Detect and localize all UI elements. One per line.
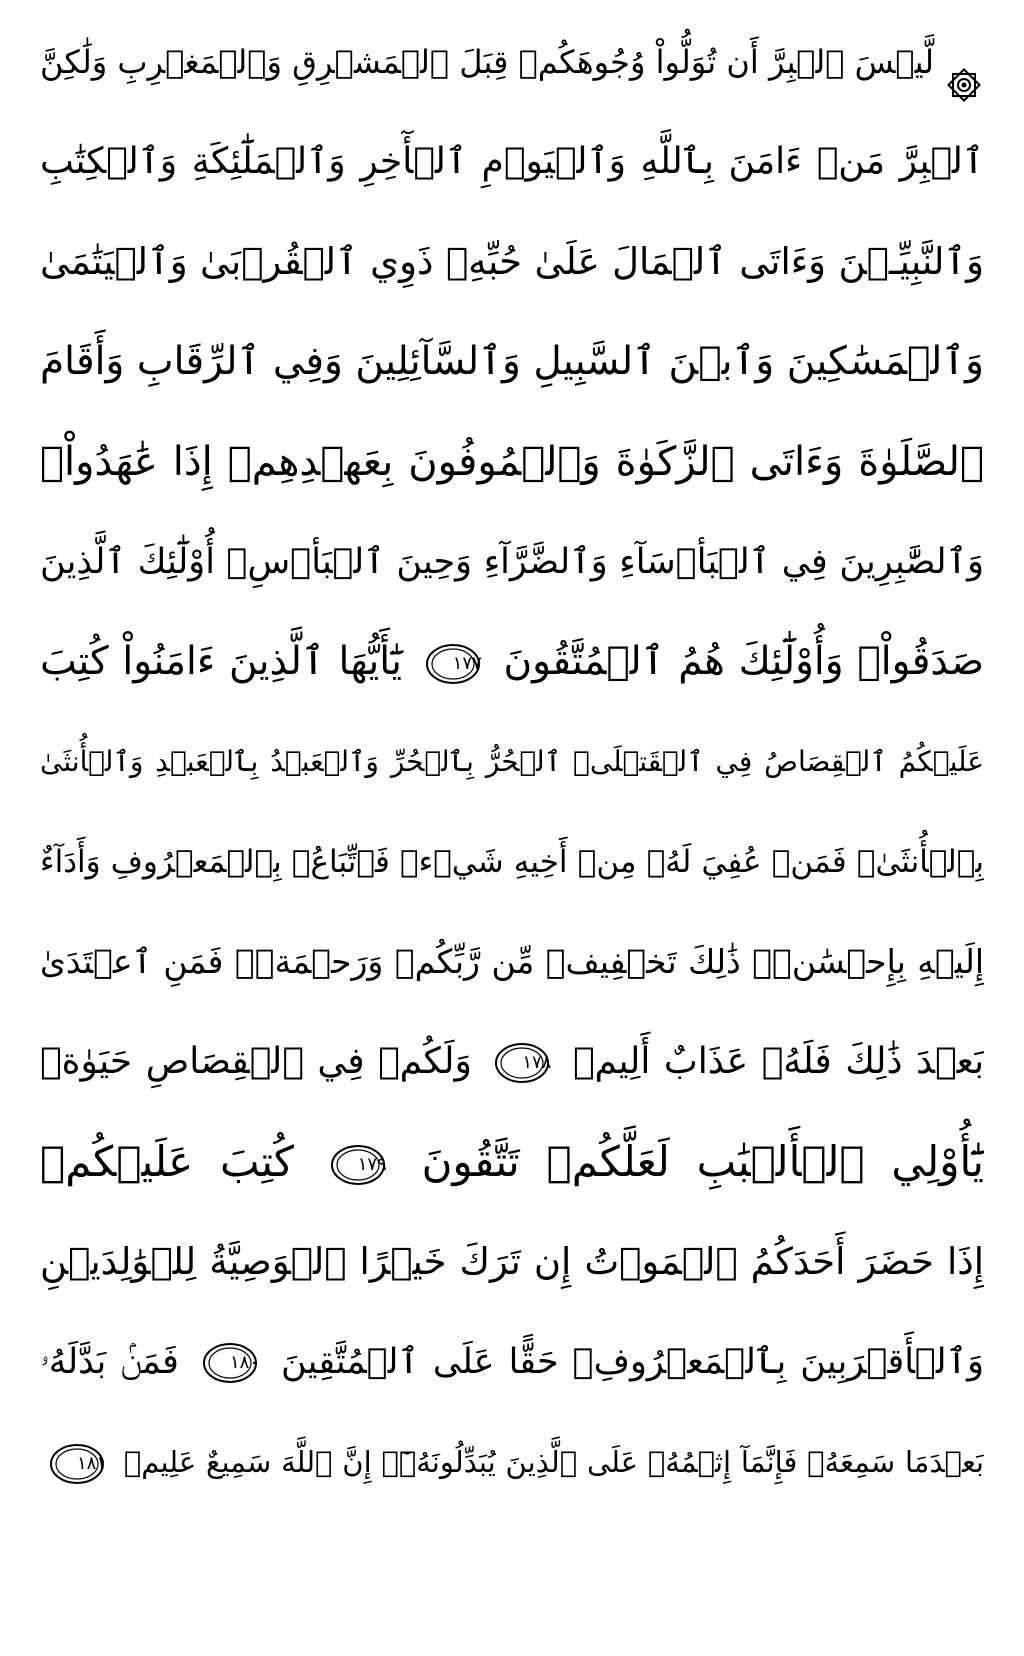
verse-lines [40,12,984,1512]
line-text: وَٱلنَّبِيِّـۧنَ وَءَاتَى ٱلۡمَالَ عَلَىٰ حُبِّهِۦ ذَوِي ٱلۡقُرۡبَىٰ وَٱلۡيَتَٰمَىٰ [40,240,984,283]
text-line-15 [40,1412,984,1512]
line-text: بَعۡدَ ذَٰلِكَ فَلَهُۥ عَذَابٌ أَلِيمٞ [572,1041,984,1082]
verse-end-marker-177 [424,642,482,686]
text-line-10 [40,912,984,1012]
verse-number: ١٨١ [76,1453,106,1474]
line-text: وَٱلصَّٰبِرِينَ فِي ٱلۡبَأۡسَآءِ وَٱلضَّرَّآءِ وَحِينَ ٱلۡبَأۡسِۗ أُوْلَٰٓئِكَ ٱلَّذِينَ [40,542,984,582]
verse-end-marker-178 [493,1041,551,1085]
text-line-13 [40,1212,984,1312]
verse-end-marker-179 [329,1143,387,1187]
text-line-6 [40,512,984,612]
verse-number: ١٨٠ [229,1352,259,1373]
verse-number: ١٧٩ [357,1153,387,1175]
verse-end-marker-180 [201,1341,259,1385]
verse-number: ١٧٧ [452,652,482,674]
verse-number: ١٧٨ [522,1052,552,1073]
rub-el-hizb-icon [944,44,984,84]
text-line-11 [40,1012,984,1112]
text-line-7 [40,612,984,712]
line-text: وَلَكُمۡ فِي ٱلۡقِصَاصِ حَيَوٰةٞ [40,1041,472,1082]
text-line-3 [40,212,984,312]
text-line-1 [40,12,984,112]
line-text: وَٱلۡمَسَٰكِينَ وَٱبۡنَ ٱلسَّبِيلِ وَٱلسَّآئِلِينَ وَفِي ٱلرِّقَابِ وَأَقَامَ [40,339,984,384]
line-text: كُتِبَ عَلَيۡكُمۡ [40,1137,294,1186]
text-line-14 [40,1312,984,1412]
text-line-4 [40,312,984,412]
line-text: فَمَنۢ بَدَّلَهُۥ [40,1342,179,1382]
line-text: وَٱلۡأَقۡرَبِينَ بِٱلۡمَعۡرُوفِۖ حَقًّا عَلَى ٱلۡمُتَّقِينَ [281,1342,984,1382]
line-text: يَٰٓأُوْلِي ٱلۡأَلۡبَٰبِ لَعَلَّكُمۡ تَتَّقُونَ [421,1137,984,1186]
text-line-2 [40,112,984,212]
line-text: يَٰٓأَيُّهَا ٱلَّذِينَ ءَامَنُواْ كُتِبَ [40,639,402,684]
text-line-12 [40,1112,984,1212]
line-text: صَدَقُواْۖ وَأُوْلَٰٓئِكَ هُمُ ٱلۡمُتَّقُونَ [503,639,984,684]
line-text: ٱلصَّلَوٰةَ وَءَاتَى ٱلزَّكَوٰةَ وَٱلۡمُوفُونَ بِعَهۡدِهِمۡ إِذَا عَٰهَدُواْۖ [40,439,984,485]
line-text: بِٱلۡأُنثَىٰۚ فَمَنۡ عُفِيَ لَهُۥ مِنۡ أَخِيهِ شَيۡءٞ فَٱتِّبَاعُۢ بِٱلۡمَعۡرُوفِ وَأَدَآءٌ [40,844,984,880]
line-text: عَلَيۡكُمُ ٱلۡقِصَاصُ فِي ٱلۡقَتۡلَىۖ ٱلۡحُرُّ بِٱلۡحُرِّ وَٱلۡعَبۡدُ بِٱلۡعَبۡدِ وَٱلۡأُنثَىٰ [40,745,984,778]
text-line-8 [40,712,984,812]
line-text: إِذَا حَضَرَ أَحَدَكُمُ ٱلۡمَوۡتُ إِن تَرَكَ خَيۡرًا ٱلۡوَصِيَّةُ لِلۡوَٰلِدَيۡنِ [40,1240,984,1283]
verse-end-marker-181 [48,1442,106,1486]
text-line-9 [40,812,984,912]
line-text: بَعۡدَمَا سَمِعَهُۥ فَإِنَّمَآ إِثۡمُهُۥ عَلَى ٱلَّذِينَ يُبَدِّلُونَهُۥٓۚ إِنَّ ٱللَّهَ سَمِيعٌ عَلِيمٞ [123,1445,984,1479]
line-text: ٱلۡبِرَّ مَنۡ ءَامَنَ بِٱللَّهِ وَٱلۡيَوۡمِ ٱلۡأٓخِرِ وَٱلۡمَلَٰٓئِكَةِ وَٱلۡكِتَٰبِ [40,141,984,182]
line-text: لَّيۡسَ ٱلۡبِرَّ أَن تُوَلُّواْ وُجُوهَكُمۡ قِبَلَ ٱلۡمَشۡرِقِ وَٱلۡمَغۡرِبِ وَلَٰكِنَّ [40,43,934,81]
text-line-5 [40,412,984,512]
line-text: إِلَيۡهِ بِإِحۡسَٰنٖۗ ذَٰلِكَ تَخۡفِيفٞ مِّن رَّبِّكُمۡ وَرَحۡمَةٞۗ فَمَنِ ٱعۡتَدَىٰ [40,942,984,981]
